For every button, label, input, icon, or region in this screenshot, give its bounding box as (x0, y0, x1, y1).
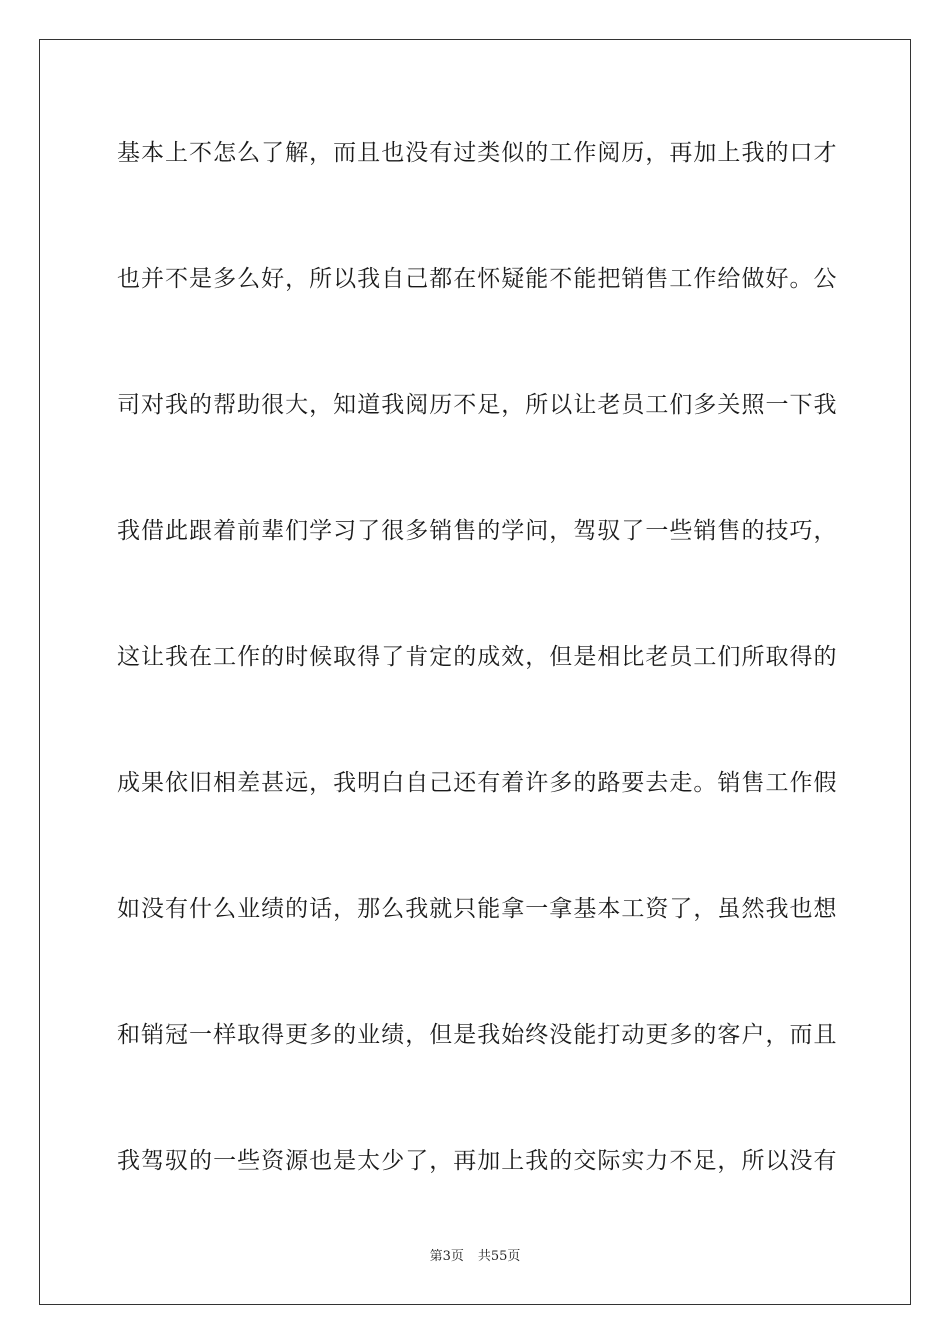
text-line: 我驾驭的一些资源也是太少了，再加上我的交际实力不足，所以没有 (117, 1148, 837, 1174)
page-total: 共55页 (477, 1249, 521, 1264)
page-footer (0, 1248, 950, 1266)
text-line: 和销冠一样取得更多的业绩，但是我始终没能打动更多的客户，而且 (117, 1022, 837, 1048)
text-line: 我借此跟着前辈们学习了很多销售的学问，驾驭了一些销售的技巧， (117, 518, 837, 544)
text-line: 也并不是多么好，所以我自己都在怀疑能不能把销售工作给做好。公 (117, 266, 837, 292)
text-line: 这让我在工作的时候取得了肯定的成效，但是相比老员工们所取得的 (117, 644, 837, 670)
document-body (117, 128, 837, 1262)
text-line: 基本上不怎么了解，而且也没有过类似的工作阅历，再加上我的口才 (117, 140, 837, 166)
text-line: 如没有什么业绩的话，那么我就只能拿一拿基本工资了，虽然我也想 (117, 896, 837, 922)
text-line: 成果依旧相差甚远，我明白自己还有着许多的路要去走。销售工作假 (117, 770, 837, 796)
page-number: 第3页 (429, 1249, 464, 1264)
text-line: 司对我的帮助很大，知道我阅历不足，所以让老员工们多关照一下我 (117, 392, 837, 418)
